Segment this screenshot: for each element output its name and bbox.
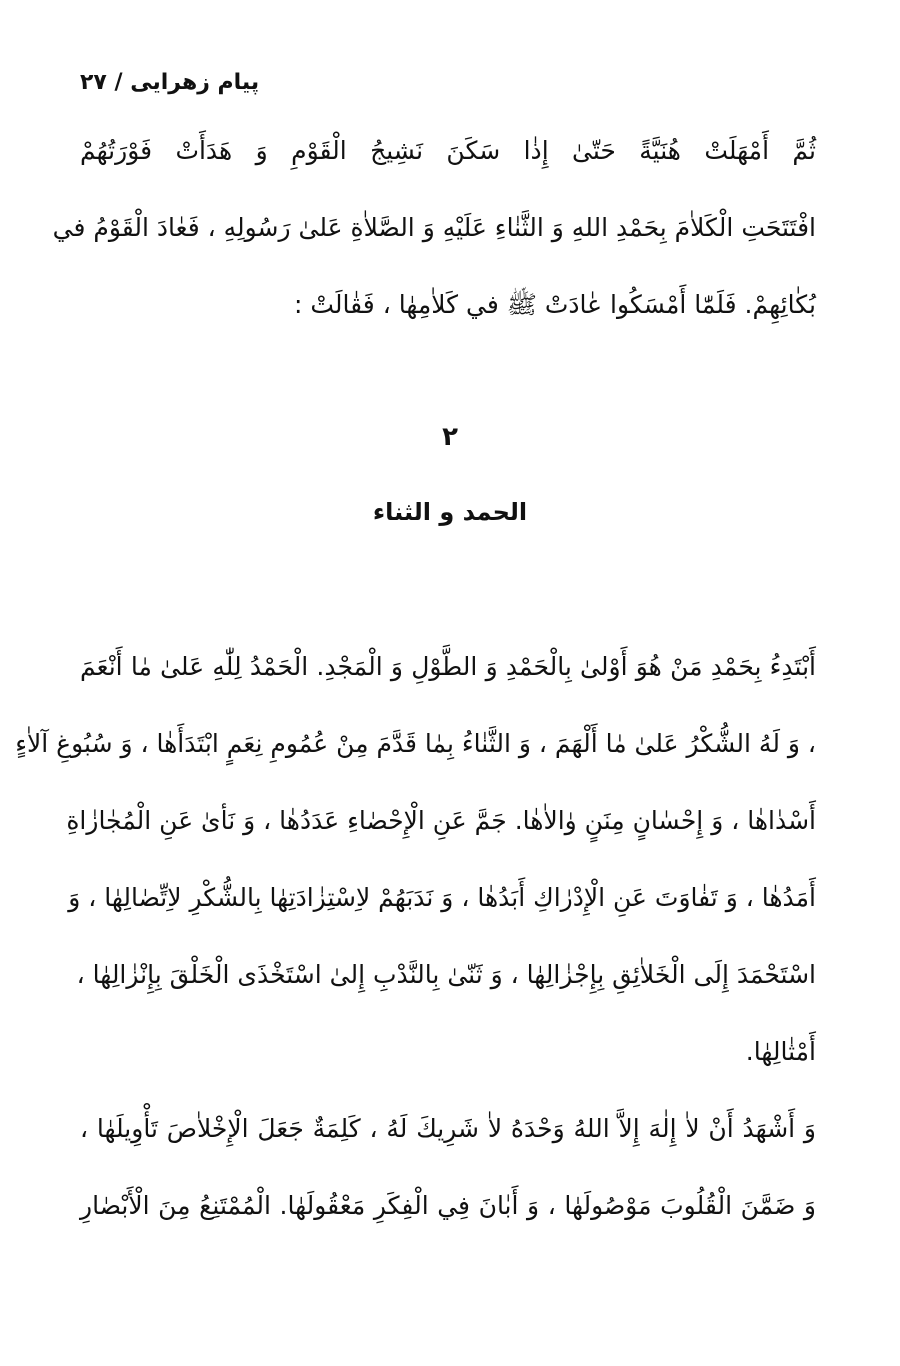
paragraph-line: بُكٰائِهِمْ. فَلَمّٰا أَمْسَكُوا عٰادَتْ ﷺ في كَلاٰمِهٰا ، فَقٰالَتْ : xyxy=(294,290,816,319)
running-head: پیام زهرایی / ۲۷ xyxy=(80,70,260,95)
paragraph-line: أَسْدٰاهٰا ، وَ إِحْسٰانٍ مِنَنٍ وٰالاٰهٰا. جَمَّ عَنِ الْإِحْصٰاءِ عَدَدُهٰا ، وَ نَأىٰ عَنِ الْمُجٰازٰاةِ xyxy=(66,806,816,835)
paragraph-line: ، وَ لَهُ الشُّكْرُ عَلىٰ مٰا أَلْهَمَ ، وَ الثَّنٰاءُ بِمٰا قَدَّمَ مِنْ عُمُومِ نِعَمٍ ابْتَدَأَهٰا ، وَ سُبُوغِ آلاٰءٍ xyxy=(15,729,816,758)
paragraph-2 xyxy=(15,628,816,1090)
paragraph-line: أَبْتَدِءُ بِحَمْدِ مَنْ هُوَ أَوْلىٰ بِالْحَمْدِ وَ الطَّوْلِ وَ الْمَجْدِ. الْحَمْدُ لِلّٰهِ عَلىٰ مٰا أَنْعَمَ xyxy=(80,652,816,681)
paragraph-3 xyxy=(80,1090,816,1244)
paragraph-1 xyxy=(52,112,816,343)
paragraph-line: أَمَدُهٰا ، وَ تَفٰاوَتَ عَنِ الْإِدْرٰاكِ أَبَدُهٰا ، وَ نَدَبَهُمْ لاِسْتِزٰادَتِهٰا بِالشُّكْرِ لاِتِّصٰالِهٰا ، وَ xyxy=(68,883,816,912)
paragraph-line: وَ ضَمَّنَ الْقُلُوبَ مَوْصُولَهٰا ، وَ أَبٰانَ فِي الْفِكَرِ مَعْقُولَهٰا. الْمُمْتَنِعُ مِنَ الْأَبْصٰارِ xyxy=(80,1191,816,1220)
paragraph-line: ثُمَّ أَمْهَلَتْ هُنَيَّةً حَتّىٰ إِذٰا سَكَنَ نَشِيجُ الْقَوْمِ وَ هَدَأَتْ فَوْرَتُهُمْ xyxy=(80,136,816,165)
section-title: الحمد و الثناء xyxy=(372,498,528,526)
paragraph-line: أَمْثٰالِهٰا. xyxy=(745,1037,816,1066)
section-number: ۲ xyxy=(442,422,458,452)
paragraph-line: افْتَتَحَتِ الْكَلاٰمَ بِحَمْدِ اللهِ وَ الثَّنٰاءِ عَلَيْهِ وَ الصَّلاٰةِ عَلىٰ رَسُولِهِ ، فَعٰادَ الْقَوْمُ في xyxy=(52,213,816,242)
paragraph-line: اسْتَحْمَدَ إِلَى الْخَلاٰئِقِ بِإِجْزٰالِهٰا ، وَ ثَنّىٰ بِالنَّدْبِ إِلىٰ اسْتَخْذَى الْخَلْقَ بِإِنْزٰالِهٰا ، xyxy=(76,960,816,989)
paragraph-line: وَ أَشْهَدُ أَنْ لاٰ إِلٰهَ إِلاَّ اللهُ وَحْدَهُ لاٰ شَرِيكَ لَهُ ، كَلِمَةٌ جَعَلَ الْإِخْلاٰصَ تَأْوِيلَهٰا ، xyxy=(80,1114,816,1143)
